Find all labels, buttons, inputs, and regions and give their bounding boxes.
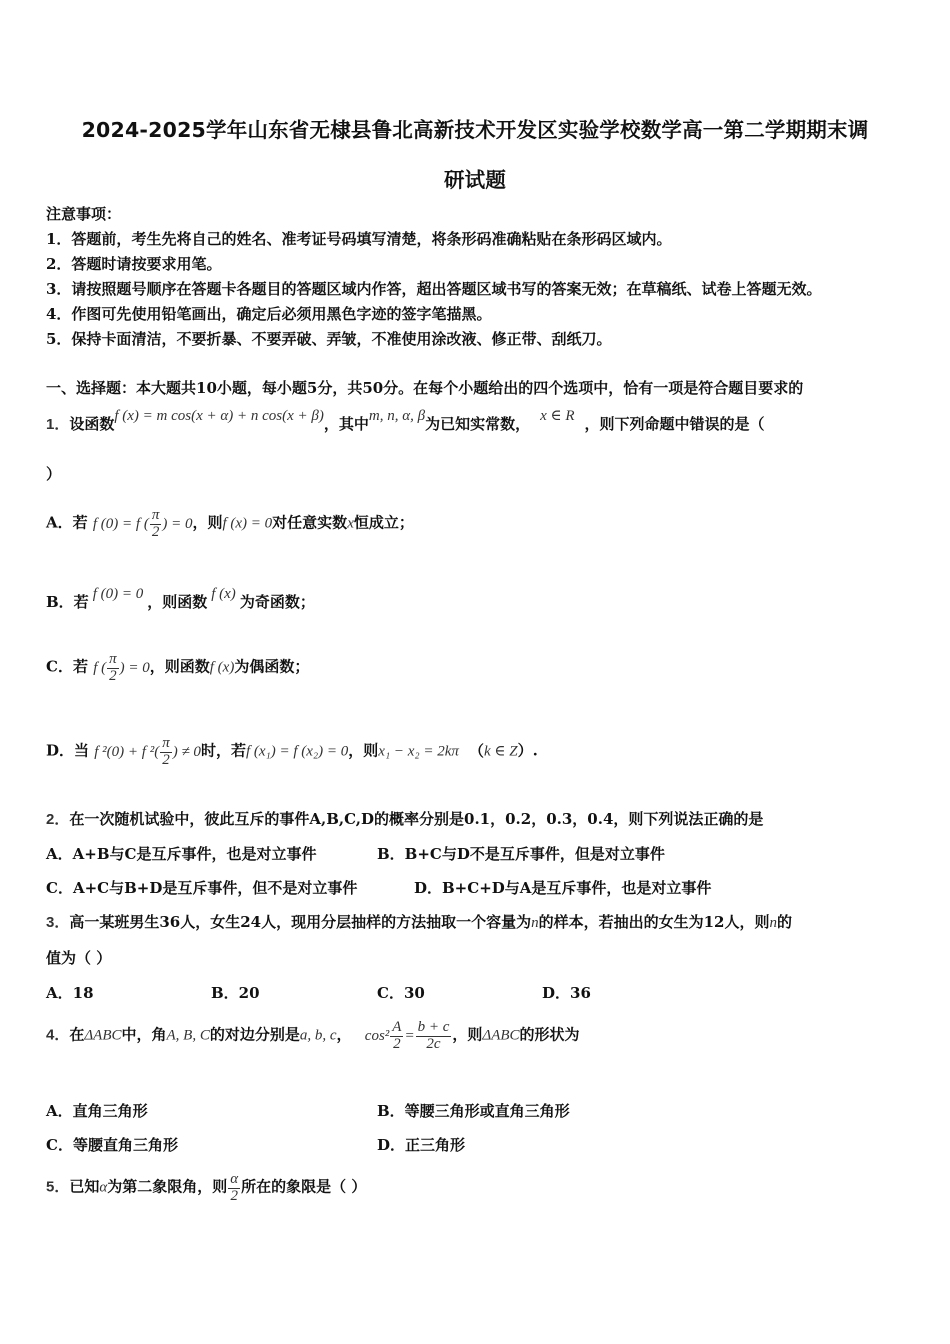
variable-n: n	[531, 915, 539, 931]
stem-text: 设函数	[69, 415, 115, 433]
stem-text: 高一某班男生36人，女生24人，现用分层抽样的方法抽取一个容量为	[69, 913, 532, 931]
question-4-option-d: D．正三角形	[377, 1136, 466, 1154]
question-number: 1．	[46, 416, 70, 433]
question-1-option-d	[46, 736, 538, 769]
sides-list: a, b, c	[299, 1027, 337, 1044]
option-label: A．若	[46, 513, 88, 532]
stem-text: 在一次随机试验中，彼此互斥的事件A,B,C,D的概率分别是0.1，0.2，0.3，0.4，则下列说法正确的是	[69, 810, 764, 828]
angles-list: A, B, C	[166, 1027, 210, 1044]
stem-text: ，则	[452, 1025, 483, 1044]
notice-item-5: 5．保持卡面清洁，不要折暴、不要弄破、弄皱，不准使用涂改液、修正带、刮纸刀。	[46, 330, 612, 348]
question-3-stem	[46, 911, 792, 932]
condition-expression: f ²(0) + f ²( $\frac{\pi}{2}$ ) ≠ 0	[94, 735, 201, 768]
question-1-stem	[46, 408, 765, 434]
stem-text: 为已知实常数，	[425, 415, 531, 433]
conclusion-expression: f (x) = 0	[222, 515, 273, 532]
question-3-stem-line-2: 值为（ ）	[46, 949, 112, 967]
question-1-close-paren: ）	[46, 465, 62, 483]
domain-expression: x ∈ R	[540, 408, 575, 424]
triangle-symbol: ΔABC	[84, 1027, 122, 1044]
function-definition: f (x) = m cos(x + α) + n cos(x + β)	[114, 408, 324, 424]
option-text: ）.	[517, 741, 538, 760]
option-label: D．当	[46, 741, 90, 760]
condition-expression: f ( $\frac{\pi}{2}$ ) = 0	[93, 651, 150, 684]
function-expression: f (x)	[211, 586, 236, 602]
variable-n: n	[769, 915, 777, 931]
stem-text: ，其中	[323, 415, 369, 433]
half-angle-fraction: $\frac{\alpha}{2}$	[230, 1171, 239, 1204]
question-5-stem	[46, 1172, 366, 1205]
section-1-heading: 一、选择题：本大题共10小题，每小题5分，共50分。在每个小题给出的四个选项中，恰有一项是符合题目要求的	[46, 379, 804, 397]
question-4-option-b: B．等腰三角形或直角三角形	[377, 1102, 570, 1120]
stem-text: 为第二象限角，则	[107, 1177, 228, 1196]
notice-heading: 注意事项：	[46, 205, 122, 223]
stem-text: ，	[336, 1025, 352, 1044]
question-2-option-d: D．B+C+D与A是互斥事件，也是对立事件	[414, 879, 712, 897]
option-text: 恒成立；	[353, 513, 414, 532]
variable-x: x	[347, 515, 354, 532]
stem-text: 的	[777, 913, 793, 931]
option-label: C．若	[46, 657, 88, 676]
question-4-option-a: A．直角三角形	[46, 1102, 148, 1120]
question-1-option-c	[46, 652, 309, 685]
condition-expression: f (0) = f ( $\frac{\pi}{2}$ ) = 0	[92, 507, 193, 540]
triangle-symbol: ΔABC	[482, 1027, 520, 1044]
stem-text: 所在的象限是（ ）	[241, 1177, 367, 1196]
question-4-option-c: C．等腰直角三角形	[46, 1136, 178, 1154]
stem-text: 的样本，若抽出的女生为12人，则	[538, 913, 770, 931]
option-text: 对任意实数	[272, 513, 348, 532]
question-number: 3．	[46, 914, 70, 931]
question-number: 2．	[46, 811, 70, 828]
question-2-option-b: B．B+C与D不是互斥事件，但是对立事件	[377, 845, 665, 863]
question-2-option-a: A．A+B与C是互斥事件，也是对立事件	[46, 845, 317, 863]
difference-expression: x₁ − x₂ = 2kπ	[378, 743, 459, 760]
option-text: 为偶函数；	[234, 657, 310, 676]
question-3-option-c: C．30	[377, 984, 425, 1002]
exam-title-line-1: 2024-2025学年山东省无棣县鲁北高新技术开发区实验学校数学高一第二学期期末调	[81, 118, 869, 142]
constants-list: m, n, α, β	[368, 408, 426, 424]
option-text: ，则函数	[147, 593, 208, 611]
exam-title-line-2: 研试题	[443, 168, 507, 192]
option-label: B．若	[46, 593, 89, 611]
question-2-stem	[46, 808, 763, 829]
question-2-option-c: C．A+C与B+D是互斥事件，但不是对立事件	[46, 879, 358, 897]
question-number: 5．	[46, 1178, 70, 1196]
option-text: ，则	[192, 513, 223, 532]
stem-text: 中，角	[121, 1025, 167, 1044]
stem-text: ，则下列命题中错误的是（	[584, 415, 765, 433]
question-1-option-a	[46, 508, 414, 541]
notice-item-2: 2．答题时请按要求用笔。	[46, 255, 222, 273]
zeros-expression: f (x₁) = f (x₂) = 0	[245, 743, 349, 760]
stem-text: 的形状为	[519, 1025, 580, 1044]
question-1-option-b	[46, 586, 315, 612]
stem-text: 已知	[69, 1177, 100, 1196]
condition-expression: f (0) = 0	[92, 586, 144, 602]
option-text: 时，若	[200, 741, 246, 760]
integer-expression: k ∈ Z	[483, 743, 518, 760]
option-text: 为奇函数；	[239, 593, 315, 611]
option-text: （	[468, 741, 484, 760]
question-4-stem	[46, 1020, 580, 1053]
question-3-option-b: B．20	[211, 984, 260, 1002]
option-text: ，则	[348, 741, 379, 760]
cosine-equation: cos² $\frac{A}{2}$ = $\frac{b + c}{2c}$	[364, 1019, 450, 1052]
question-3-option-d: D．36	[542, 984, 591, 1002]
notice-item-1: 1．答题前，考生先将自己的姓名、准考证号码填写清楚，将条形码准确粘贴在条形码区域内。	[46, 230, 672, 248]
function-expression: f (x)	[209, 659, 235, 676]
variable-alpha: α	[99, 1179, 108, 1196]
question-3-option-a: A．18	[46, 984, 94, 1002]
stem-text: 在	[69, 1025, 85, 1044]
notice-item-4: 4．作图可先使用铅笔画出，确定后必须用黑色字迹的签字笔描黑。	[46, 305, 492, 323]
option-text: ，则函数	[149, 657, 210, 676]
question-number: 4．	[46, 1026, 70, 1044]
notice-item-3: 3．请按照题号顺序在答题卡各题目的答题区域内作答，超出答题区域书写的答案无效；在草稿纸、试卷上答题无效。	[46, 280, 822, 298]
stem-text: 的对边分别是	[209, 1025, 300, 1044]
